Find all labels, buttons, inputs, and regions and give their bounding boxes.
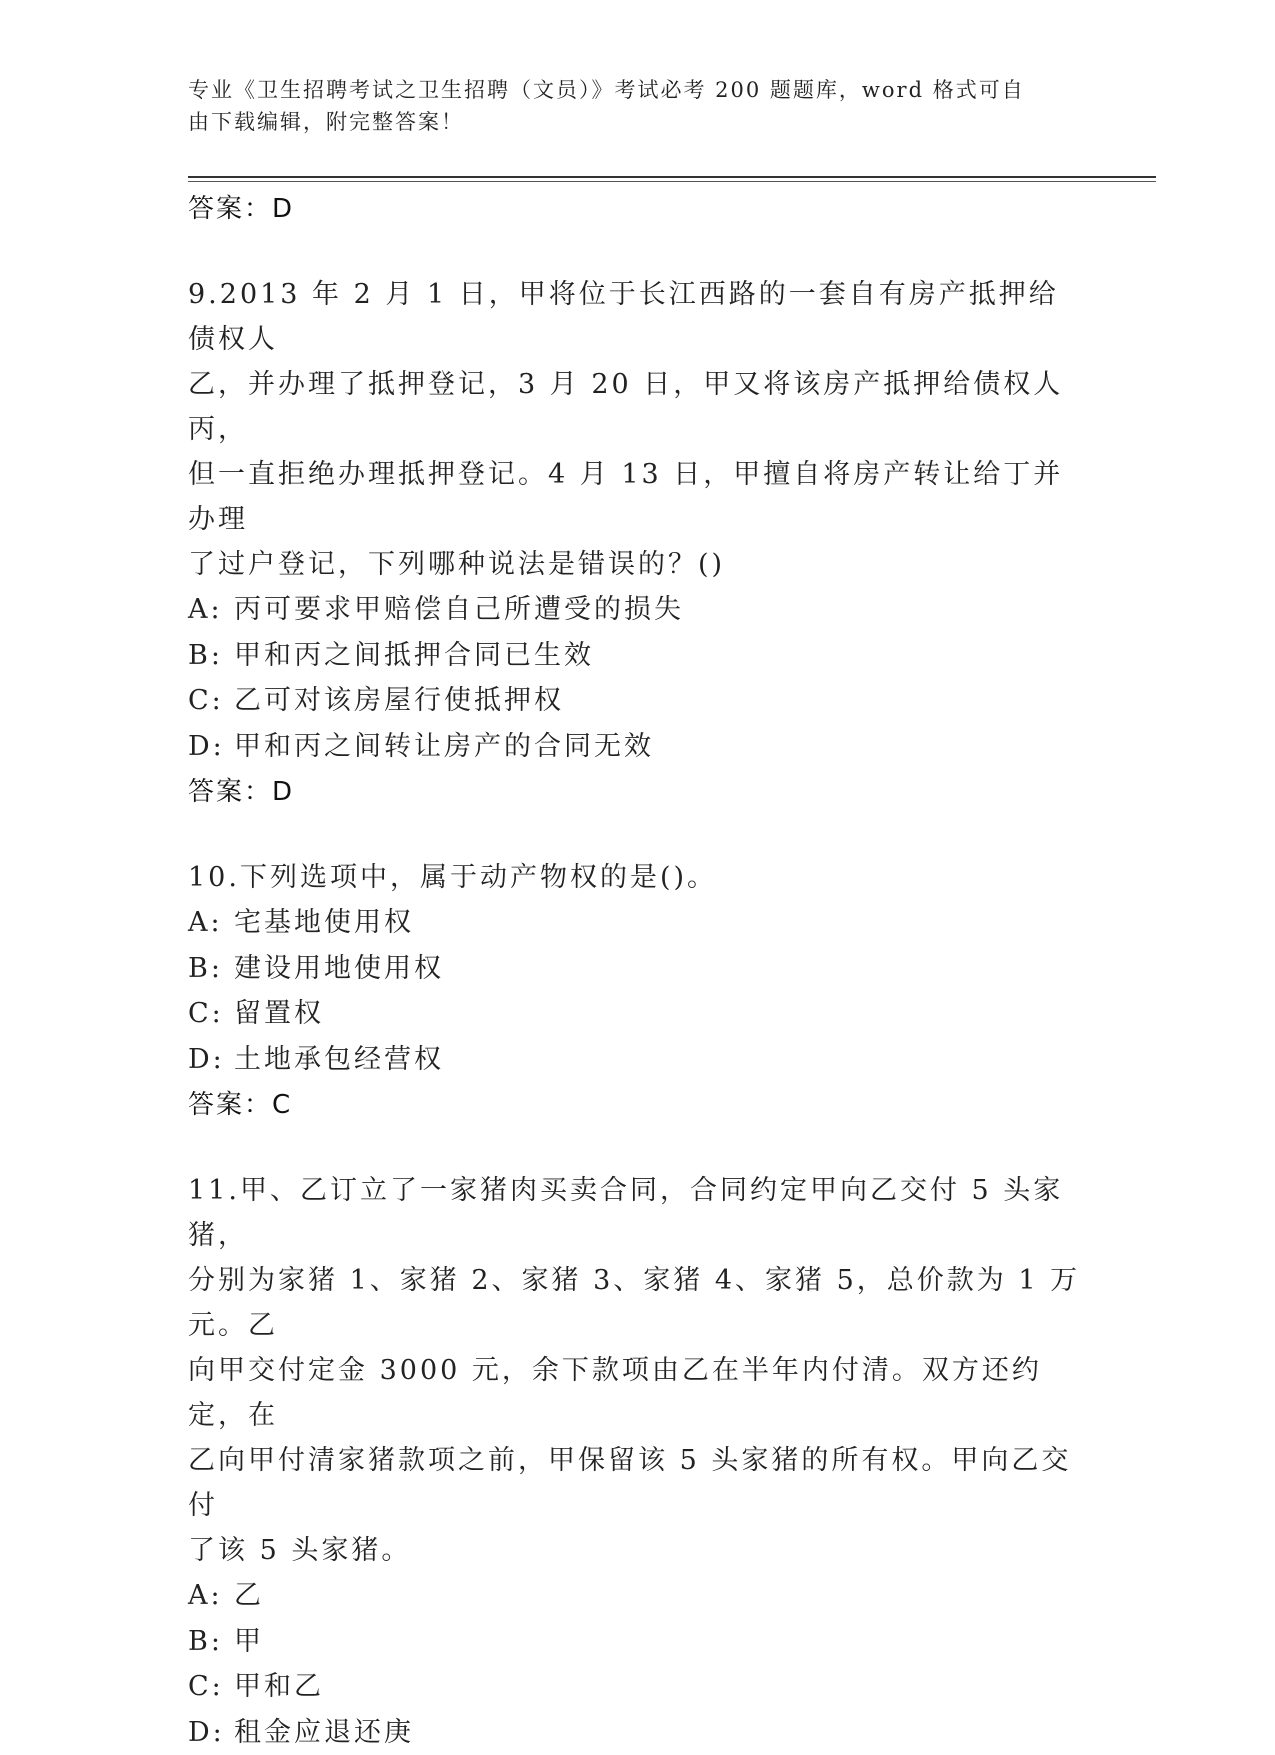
question-11 — [188, 1168, 1088, 1755]
option-text: 租金应退还庚 — [234, 1710, 414, 1755]
option-key: D: — [188, 1037, 234, 1083]
question-stem-line: 乙向甲付清家猪款项之前，甲保留该 5 头家猪的所有权。甲向乙交付 — [188, 1438, 1088, 1528]
document-body — [188, 186, 1088, 1755]
header-line-2: 由下载编辑，附完整答案！ — [188, 106, 1068, 138]
option-key: B: — [188, 1619, 234, 1665]
option-c — [188, 991, 1088, 1037]
question-stem-line: 乙，并办理了抵押登记，3 月 20 日，甲又将该房产抵押给债权人丙， — [188, 362, 1088, 452]
option-c — [188, 1664, 1088, 1710]
header-divider — [188, 176, 1156, 178]
option-key: A: — [188, 900, 234, 946]
question-stem-line: 10.下列选项中，属于动产物权的是()。 — [188, 855, 1088, 900]
option-a — [188, 900, 1088, 946]
option-c — [188, 678, 1088, 724]
question-stem-line: 向甲交付定金 3000 元，余下款项由乙在半年内付清。双方还约定，在 — [188, 1348, 1088, 1438]
option-d — [188, 1710, 1088, 1755]
question-stem-line: 分别为家猪 1、家猪 2、家猪 3、家猪 4、家猪 5，总价款为 1 万元。乙 — [188, 1258, 1088, 1348]
option-b — [188, 1619, 1088, 1665]
option-key: D: — [188, 724, 234, 770]
option-key: A: — [188, 1573, 234, 1619]
option-b — [188, 946, 1088, 992]
option-d — [188, 1037, 1088, 1083]
answer-line: 答案：C — [188, 1082, 1088, 1128]
option-d — [188, 724, 1088, 770]
answer-line: 答案：D — [188, 769, 1088, 815]
option-text: 宅基地使用权 — [234, 900, 414, 946]
option-text: 甲和丙之间转让房产的合同无效 — [234, 724, 654, 770]
option-text: 丙可要求甲赔偿自己所遭受的损失 — [234, 587, 684, 633]
question-stem-line: 11.甲、乙订立了一家猪肉买卖合同，合同约定甲向乙交付 5 头家猪， — [188, 1168, 1088, 1258]
question-10 — [188, 855, 1088, 1128]
option-key: A: — [188, 587, 234, 633]
option-a — [188, 587, 1088, 633]
question-stem-line: 了过户登记，下列哪种说法是错误的？() — [188, 542, 1088, 587]
document-header — [188, 74, 1068, 138]
option-text: 甲 — [234, 1619, 264, 1665]
option-key: D: — [188, 1710, 234, 1755]
option-text: 甲和乙 — [234, 1664, 324, 1710]
question-9 — [188, 272, 1088, 815]
option-text: 乙 — [234, 1573, 264, 1619]
question-stem-line: 9.2013 年 2 月 1 日，甲将位于长江西路的一套自有房产抵押给债权人 — [188, 272, 1088, 362]
question-stem-line: 但一直拒绝办理抵押登记。4 月 13 日，甲擅自将房产转让给丁并办理 — [188, 452, 1088, 542]
question-stem-line: 了该 5 头家猪。 — [188, 1528, 1088, 1573]
option-text: 甲和丙之间抵押合同已生效 — [234, 633, 594, 679]
option-text: 建设用地使用权 — [234, 946, 444, 992]
option-key: B: — [188, 633, 234, 679]
option-text: 留置权 — [234, 991, 324, 1037]
option-a — [188, 1573, 1088, 1619]
option-text: 乙可对该房屋行使抵押权 — [234, 678, 564, 724]
option-key: C: — [188, 678, 234, 724]
option-key: C: — [188, 991, 234, 1037]
answer-line: 答案：D — [188, 186, 1088, 232]
option-b — [188, 633, 1088, 679]
header-divider-thin — [188, 181, 1156, 182]
option-key: C: — [188, 1664, 234, 1710]
option-text: 土地承包经营权 — [234, 1037, 444, 1083]
option-key: B: — [188, 946, 234, 992]
header-line-1: 专业《卫生招聘考试之卫生招聘（文员）》考试必考 200 题题库，word 格式可自 — [188, 74, 1068, 106]
